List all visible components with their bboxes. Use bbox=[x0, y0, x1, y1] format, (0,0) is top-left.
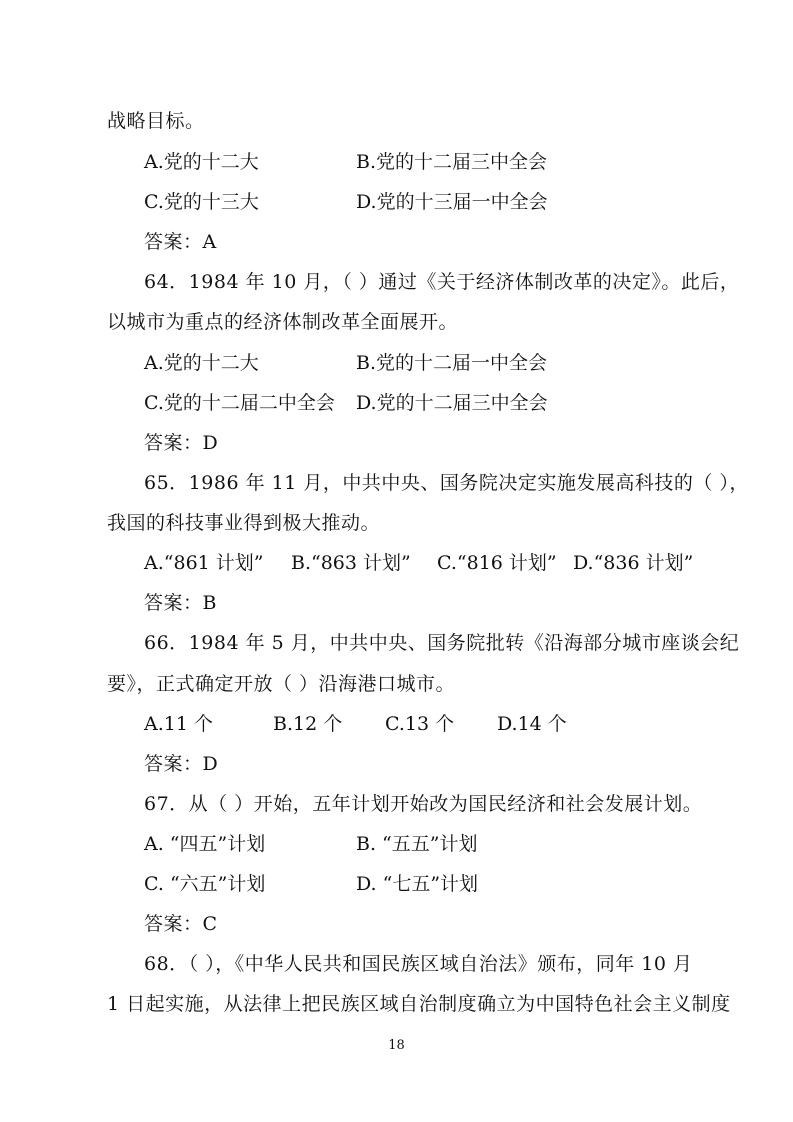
option-63-d: D.党的十三届一中全会 bbox=[356, 191, 548, 213]
question-68-line-2: 1 日起实施，从法律上把民族区域自治制度确立为中国特色社会主义制度 bbox=[107, 993, 731, 1015]
option-65-c: C.“816 计划” bbox=[437, 552, 557, 574]
option-64-d: D.党的十二届三中全会 bbox=[356, 392, 548, 414]
option-63-b: B.党的十二届三中全会 bbox=[356, 151, 548, 173]
option-67-d: D. “七五”计划 bbox=[356, 873, 479, 895]
option-66-a: A.11 个 bbox=[144, 713, 213, 735]
answer-63: 答案：A bbox=[144, 231, 217, 253]
option-65-b: B.“863 计划” bbox=[291, 552, 411, 574]
option-66-d: D.14 个 bbox=[497, 713, 567, 735]
question-67: 67．从（ ）开始，五年计划开始改为国民经济和社会发展计划。 bbox=[144, 793, 703, 815]
option-64-a: A.党的十二大 bbox=[144, 352, 259, 374]
option-63-c: C.党的十三大 bbox=[144, 191, 259, 213]
option-66-b: B.12 个 bbox=[273, 713, 343, 735]
option-64-b: B.党的十二届一中全会 bbox=[356, 352, 548, 374]
question-64-line-2: 以城市为重点的经济体制改革全面展开。 bbox=[107, 311, 459, 333]
option-63-a: A.党的十二大 bbox=[144, 151, 259, 173]
option-64-c: C.党的十二届二中全会 bbox=[144, 392, 335, 414]
question-65-line-1: 65．1986 年 11 月，中共中央、国务院决定实施发展高科技的（ ）， bbox=[144, 472, 749, 494]
answer-64: 答案：D bbox=[144, 432, 219, 454]
question-63-tail: 战略目标。 bbox=[107, 110, 205, 132]
answer-66: 答案：D bbox=[144, 753, 219, 775]
question-64-line-1: 64．1984 年 10 月，（ ）通过《关于经济体制改革的决定》。此后， bbox=[144, 271, 740, 293]
option-65-a: A.“861 计划” bbox=[144, 552, 264, 574]
answer-65: 答案：B bbox=[144, 592, 217, 614]
option-67-b: B. “五五”计划 bbox=[356, 833, 478, 855]
page-number: 18 bbox=[388, 1038, 405, 1053]
question-68-line-1: 68．（ ），《中华人民共和国民族区域自治法》颁布，同年 10 月 bbox=[144, 953, 693, 975]
answer-67: 答案：C bbox=[144, 913, 218, 935]
option-67-c: C. “六五”计划 bbox=[144, 873, 266, 895]
option-65-d: D.“836 计划” bbox=[573, 552, 694, 574]
question-65-line-2: 我国的科技事业得到极大推动。 bbox=[107, 512, 381, 534]
option-66-c: C.13 个 bbox=[385, 713, 455, 735]
question-66-line-2: 要》，正式确定开放（ ）沿海港口城市。 bbox=[107, 673, 456, 695]
option-67-a: A. “四五”计划 bbox=[144, 833, 266, 855]
question-66-line-1: 66．1984 年 5 月，中共中央、国务院批转《沿海部分城市座谈会纪 bbox=[144, 632, 740, 654]
